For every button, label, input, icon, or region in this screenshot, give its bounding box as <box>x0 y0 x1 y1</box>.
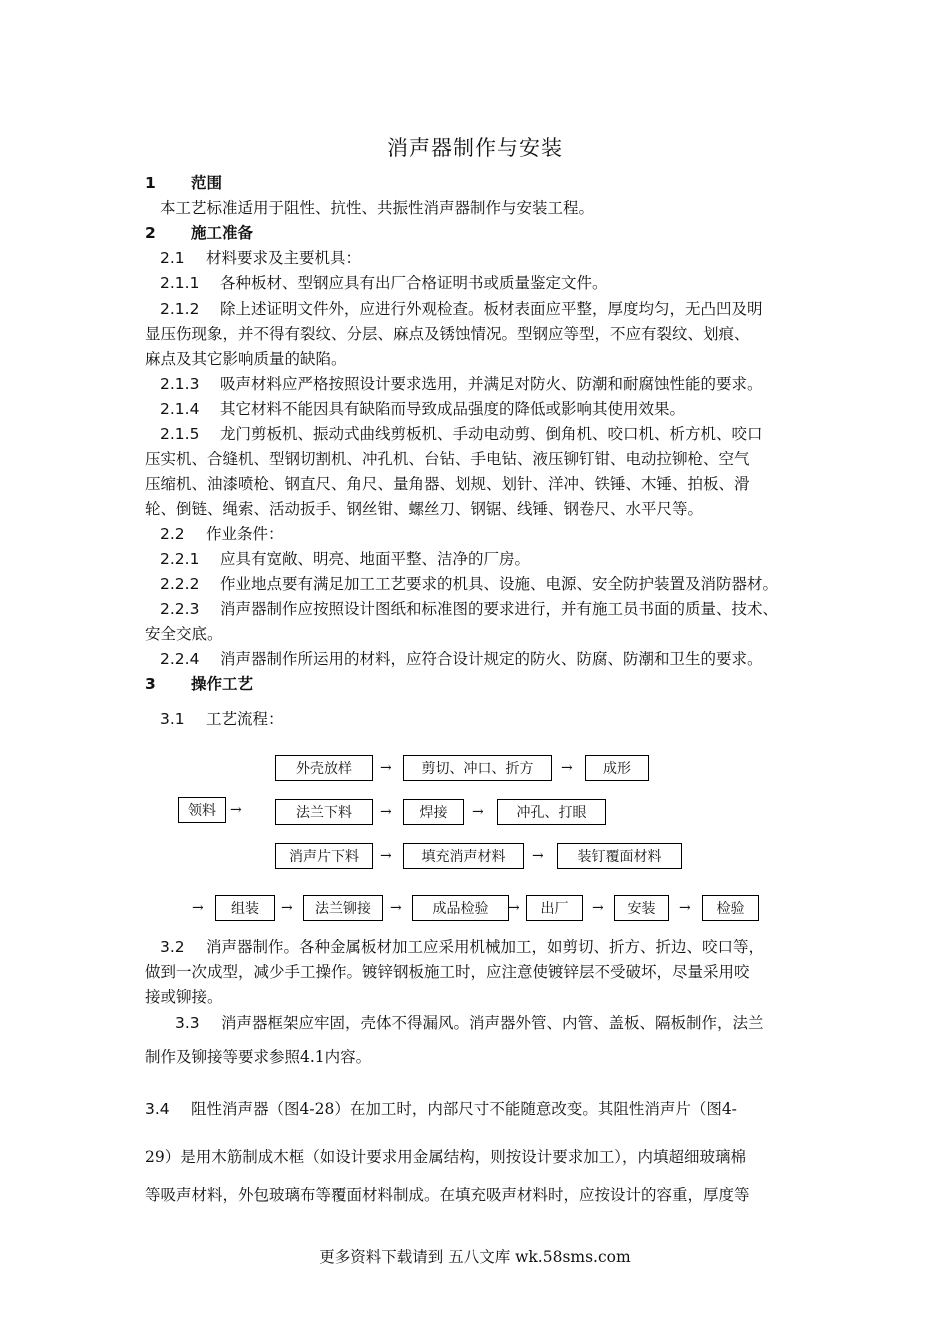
flow-arrow: → <box>472 804 484 820</box>
item-2-2-1 <box>160 548 530 570</box>
item-text: 消声器制作应按照设计图纸和标准图的要求进行，并有施工员书面的质量、技术、 <box>220 600 779 618</box>
item-text: 消声器制作。各种金属板材加工应采用机械加工，如剪切、折方、折边、咬口等， <box>206 938 765 956</box>
item-3-4-line-3: 等吸声材料，外包玻璃布等覆面材料制成。在填充吸声材料时，应按设计的容重，厚度等 <box>145 1186 750 1204</box>
item-2-2-4 <box>160 648 763 670</box>
flow-arrow: → <box>592 900 604 916</box>
flow-box: 法兰下料 <box>275 799 373 825</box>
item-number: 3.4 <box>145 1100 170 1118</box>
flow-box: 剪切、冲口、折方 <box>403 755 552 781</box>
item-number: 2.1.1 <box>160 274 200 292</box>
item-3-2-line-2: 做到一次成型，减少手工操作。镀锌钢板施工时，应注意使镀锌层不受破坏，尽量采用咬 <box>145 963 750 981</box>
flow-start-box: 领料 <box>178 797 226 823</box>
item-2-1-4 <box>160 398 685 420</box>
item-2-1-2 <box>160 298 763 320</box>
item-2-1-2-line-3: 麻点及其它影响质量的缺陷。 <box>145 350 347 368</box>
flow-arrow: → <box>380 760 392 776</box>
flow-box: 出厂 <box>526 895 583 921</box>
item-2-2 <box>160 523 284 545</box>
item-text: 应具有宽敞、明亮、地面平整、洁净的厂房。 <box>220 550 531 568</box>
section-title: 范围 <box>191 174 223 192</box>
item-3-3-line-2: 制作及铆接等要求参照4.1内容。 <box>145 1048 372 1066</box>
item-2-1-5-line-4: 轮、倒链、绳索、活动扳手、钢丝钳、螺丝刀、钢锯、线锤、钢卷尺、水平尺等。 <box>145 500 704 518</box>
item-2-2-3-line-2: 安全交底。 <box>145 625 223 643</box>
item-2-1-5 <box>160 423 763 445</box>
item-2-1-5-line-2: 压实机、合缝机、型钢切割机、冲孔机、台钻、手电钻、液压铆钉钳、电动拉铆枪、空气 <box>145 450 750 468</box>
item-number: 2.1.3 <box>160 375 200 393</box>
flow-box: 填充消声材料 <box>403 843 524 869</box>
item-number: 3.2 <box>160 938 185 956</box>
item-text: 各种板材、型钢应具有出厂合格证明书或质量鉴定文件。 <box>220 274 608 292</box>
item-text: 其它材料不能因具有缺陷而导致成品强度的降低或影响其使用效果。 <box>220 400 686 418</box>
flow-arrow: → <box>380 804 392 820</box>
item-3-4 <box>145 1098 737 1120</box>
flow-box: 焊接 <box>403 799 464 825</box>
section-title: 施工准备 <box>191 224 254 242</box>
item-text: 除上述证明文件外，应进行外观检查。板材表面应平整，厚度均匀，无凸凹及明 <box>220 300 763 318</box>
item-text: 作业地点要有满足加工工艺要求的机具、设施、电源、安全防护装置及消防器材。 <box>220 575 779 593</box>
item-3-4-line-2: 29）是用木筋制成木框（如设计要求用金属结构，则按设计要求加工），内填超细玻璃棉 <box>145 1148 746 1166</box>
flow-arrow: → <box>380 848 392 864</box>
flow-box: 检验 <box>702 895 759 921</box>
item-3-3 <box>175 1012 764 1034</box>
item-2-2-3 <box>160 598 778 620</box>
flow-arrow: → <box>508 900 520 916</box>
item-text: 材料要求及主要机具： <box>206 249 362 267</box>
section-3-heading <box>145 673 253 695</box>
item-2-1-2-line-2: 显压伤现象，并不得有裂纹、分层、麻点及锈蚀情况。型钢应等型，不应有裂纹、划痕、 <box>145 325 750 343</box>
item-text: 吸声材料应严格按照设计要求选用，并满足对防火、防潮和耐腐蚀性能的要求。 <box>220 375 763 393</box>
flow-arrow: → <box>192 900 204 916</box>
flow-box: 消声片下料 <box>275 843 373 869</box>
flow-arrow: → <box>230 802 242 818</box>
flow-box: 安装 <box>614 895 669 921</box>
flow-box: 装钉覆面材料 <box>557 843 682 869</box>
section-1-heading <box>145 172 222 194</box>
section-number: 2 <box>145 224 156 242</box>
flow-box: 外壳放样 <box>275 755 373 781</box>
item-number: 2.2.1 <box>160 550 200 568</box>
section-number: 1 <box>145 174 156 192</box>
item-text: 工艺流程： <box>206 710 284 728</box>
flow-box: 冲孔、打眼 <box>497 799 606 825</box>
item-number: 2.2 <box>160 525 185 543</box>
flow-arrow: → <box>390 900 402 916</box>
item-2-1-3 <box>160 373 763 395</box>
section-2-heading <box>145 222 253 244</box>
item-text: 消声器制作所运用的材料，应符合设计规定的防火、防腐、防潮和卫生的要求。 <box>220 650 763 668</box>
flow-box: 成形 <box>585 755 649 781</box>
item-2-1-1 <box>160 272 608 294</box>
item-3-2-line-3: 接或铆接。 <box>145 988 223 1006</box>
flow-arrow: → <box>561 760 573 776</box>
item-number: 2.1.2 <box>160 300 200 318</box>
section-title: 操作工艺 <box>191 675 254 693</box>
flow-arrow: → <box>679 900 691 916</box>
item-2-1 <box>160 247 361 269</box>
item-3-2 <box>160 936 764 958</box>
item-number: 2.2.2 <box>160 575 200 593</box>
section-number: 3 <box>145 675 156 693</box>
flow-box: 法兰铆接 <box>303 895 383 921</box>
section-1-text: 本工艺标准适用于阻性、抗性、共振性消声器制作与安装工程。 <box>160 199 595 217</box>
item-number: 3.1 <box>160 710 185 728</box>
flow-arrow: → <box>281 900 293 916</box>
item-2-1-5-line-3: 压缩机、油漆喷枪、钢直尺、角尺、量角器、划规、划针、洋冲、铁锤、木锤、拍板、滑 <box>145 475 750 493</box>
item-number: 2.2.3 <box>160 600 200 618</box>
document-title: 消声器制作与安装 <box>387 136 563 160</box>
item-2-2-2 <box>160 573 778 595</box>
flow-box: 组装 <box>215 895 275 921</box>
item-number: 2.2.4 <box>160 650 200 668</box>
item-number: 3.3 <box>175 1014 200 1032</box>
item-number: 2.1.4 <box>160 400 200 418</box>
item-text: 作业条件： <box>206 525 284 543</box>
item-number: 2.1 <box>160 249 185 267</box>
flow-arrow: → <box>532 848 544 864</box>
item-text: 阻性消声器（图4-28）在加工时，内部尺寸不能随意改变。其阻性消声片（图4- <box>191 1100 737 1118</box>
item-text: 消声器框架应牢固，壳体不得漏风。消声器外管、内管、盖板、隔板制作，法兰 <box>221 1014 764 1032</box>
item-number: 2.1.5 <box>160 425 200 443</box>
page-footer: 更多资料下载请到 五八文库 wk.58sms.com <box>319 1248 631 1266</box>
item-3-1 <box>160 708 284 730</box>
flow-box: 成品检验 <box>412 895 509 921</box>
item-text: 龙门剪板机、振动式曲线剪板机、手动电动剪、倒角机、咬口机、析方机、咬口 <box>220 425 763 443</box>
